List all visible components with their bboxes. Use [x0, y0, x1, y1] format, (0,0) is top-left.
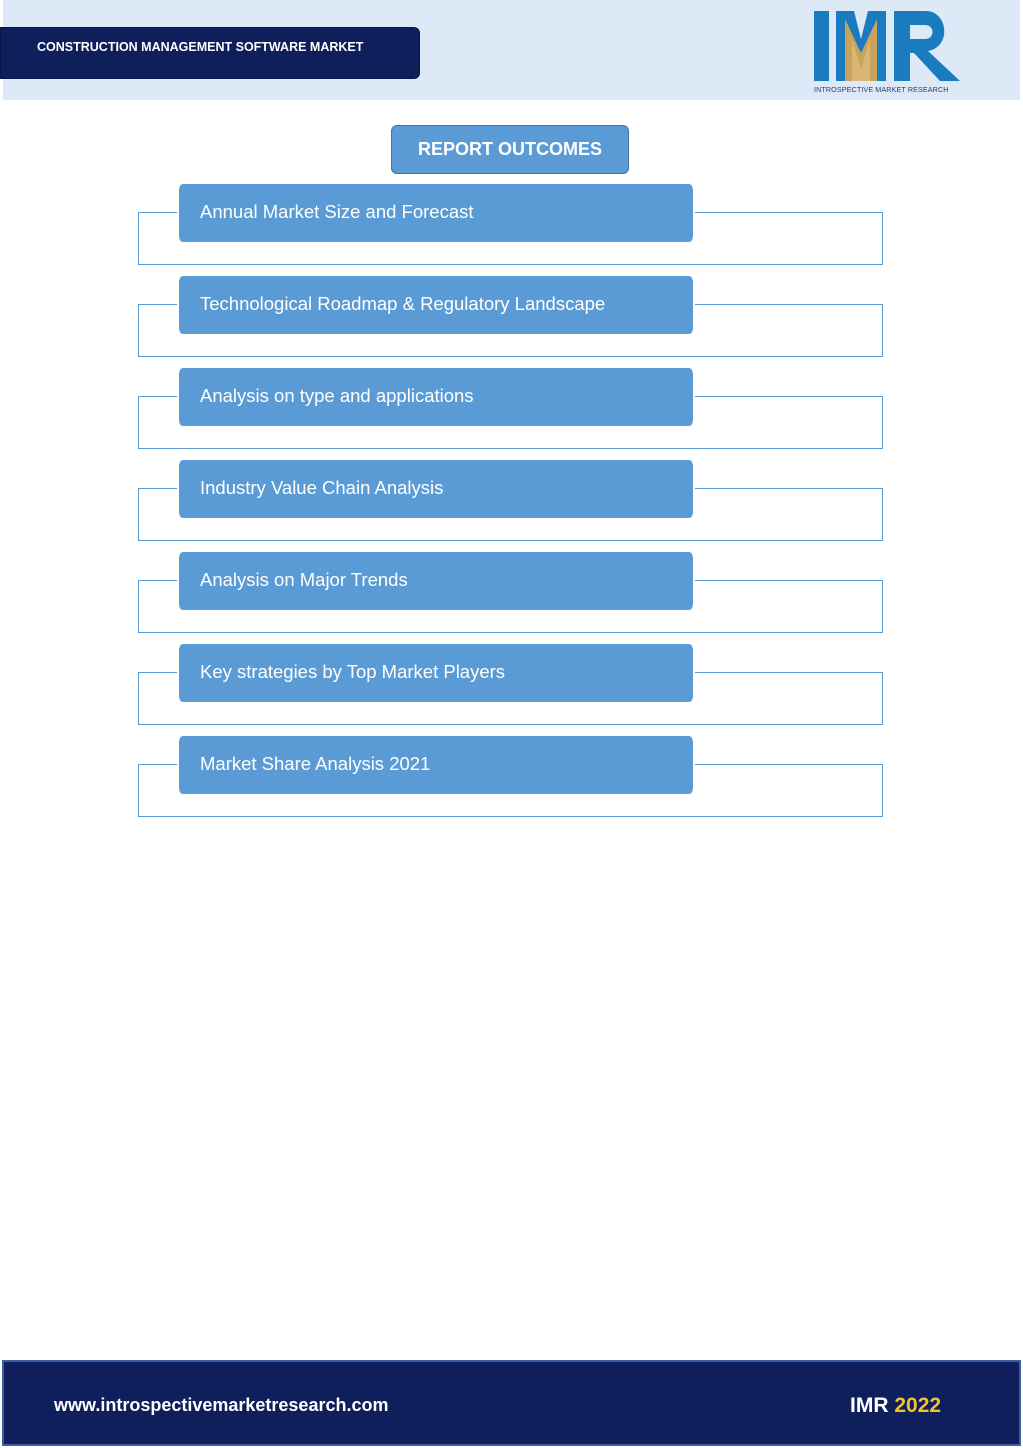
report-outcomes-heading-text: REPORT OUTCOMES [417, 139, 602, 159]
outcome-item [138, 460, 883, 541]
outcome-label: Analysis on type and applications [177, 368, 695, 426]
report-outcomes-heading [391, 125, 629, 174]
outcome-label: Industry Value Chain Analysis [177, 460, 695, 518]
outcome-item [138, 552, 883, 633]
outcome-item [138, 368, 883, 449]
outcome-label: Technological Roadmap & Regulatory Landscape [177, 276, 695, 334]
footer-year: 2022 [894, 1394, 942, 1417]
website-link[interactable]: www.introspectivemarketresearch.com [54, 1395, 389, 1415]
logo-caption: INTROSPECTIVE MARKET RESEARCH [814, 85, 949, 94]
outcome-label: Key strategies by Top Market Players [177, 644, 695, 702]
outcome-item [138, 184, 883, 265]
imr-logo [814, 9, 964, 95]
footer-brand-name: IMR [850, 1394, 889, 1417]
outcome-item [138, 736, 883, 817]
report-title-banner [0, 27, 420, 79]
outcome-label: Analysis on Major Trends [177, 552, 695, 610]
footer-brand [850, 1394, 941, 1418]
outcome-item [138, 276, 883, 357]
outcome-label: Annual Market Size and Forecast [177, 184, 695, 242]
imr-logo-mark [814, 9, 964, 85]
report-title: CONSTRUCTION MANAGEMENT SOFTWARE MARKET [37, 40, 364, 54]
outcome-item [138, 644, 883, 725]
page-footer [2, 1360, 1021, 1446]
outcome-label: Market Share Analysis 2021 [177, 736, 695, 794]
